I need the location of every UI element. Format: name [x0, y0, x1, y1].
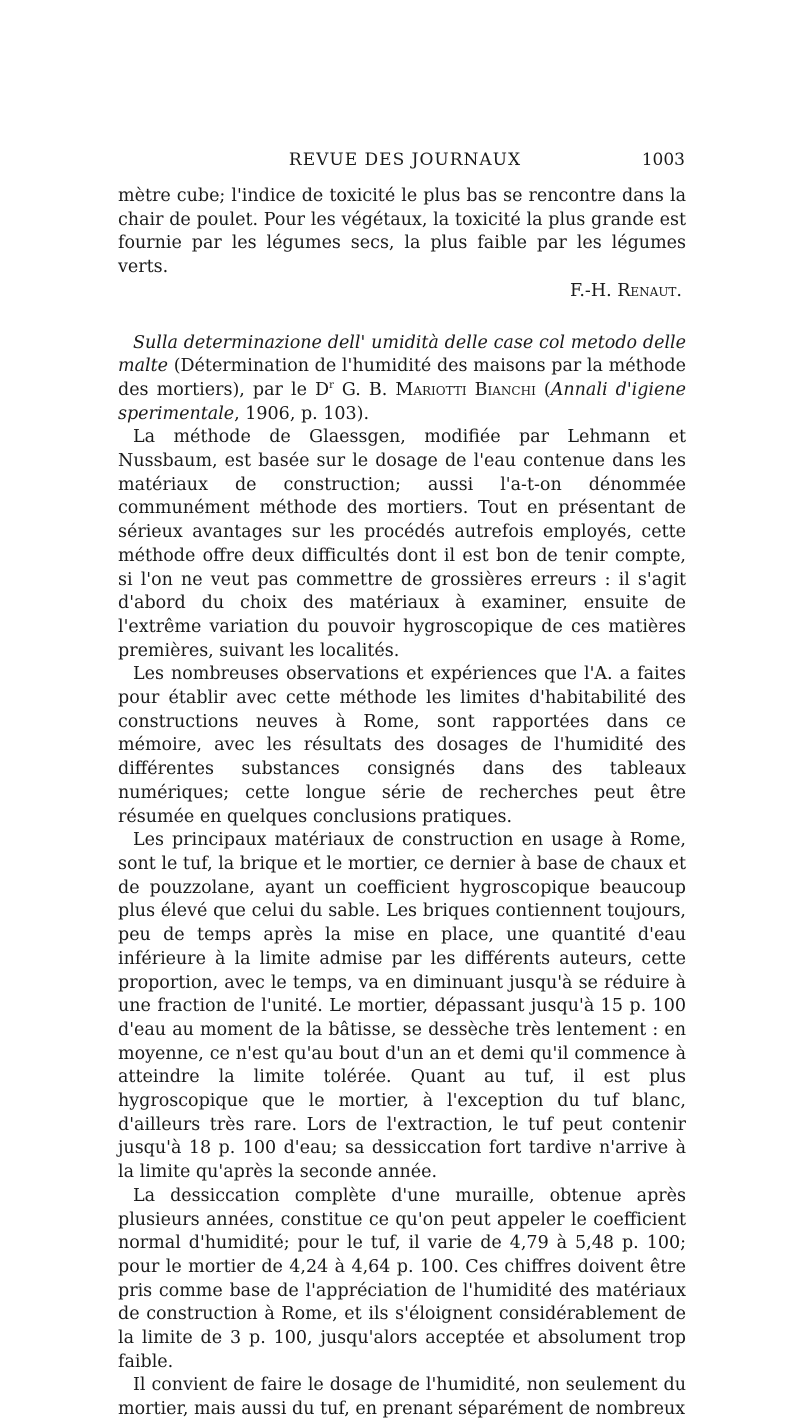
previous-review-signature [118, 280, 686, 304]
paragraph: Il convient de faire le dosage de l'humidité, non seulement du mortier, mais aussi du tuf, en prenant séparément de nombreux [118, 1375, 686, 1420]
review-source-details: , 1906, p. 103). [234, 403, 370, 424]
paragraph: Les principaux matériaux de construction en usage à Rome, sont le tuf, la brique et le mortier, ce dernier à base de chaux et de pouzzolane, ayant un coefficient hygroscopique beaucoup plus élevé que celui du sable. Les briques contiennent toujours, peu de temps après la mise en place, une quantité d'eau inférieure à la limite admise par les différents auteurs, cette proportion, avec le temps, va en diminuant jusqu'à se réduire à une fraction de l'unité. Le mortier, dépassant jusqu'à 15 p. 100 d'eau au moment de la bâtisse, se dessèche très lentement : en moyenne, ce n'est qu'au bout d'un an et demi qu'il commence à atteindre la limite tolérée. Quant au tuf, il est plus hygroscopique que le mortier, à l'exception du tuf blanc, d'ailleurs très rare. Lors de l'extraction, le tuf peut contenir jusqu'à 18 p. 100 d'eau; sa dessiccation fort tardive n'arrive à la limite qu'après la seconde année. [118, 830, 686, 1183]
review-source-open: ( [535, 379, 551, 400]
paragraph: La méthode de Glaessgen, modifiée par Lehmann et Nussbaum, est basée sur le dosage de l'eau contenue dans les matériaux de construction; aussi l'a-t-on dénommée communément méthode des mortiers. Tout en présentant de sérieux avantages sur les procédés autrefois employés, cette méthode offre deux difficultés dont il est bon de tenir compte, si l'on ne veut pas commettre de grossières erreurs : il s'agit d'abord du choix des matériaux à examiner, ensuite de l'extrême variation du pouvoir hygroscopique de ces matières premières, suivant les localités. [118, 427, 686, 661]
body-text [118, 185, 686, 1422]
signature-name: F.-H. Renaut. [569, 280, 682, 301]
page-header [125, 150, 685, 174]
running-head: REVUE DES JOURNAUX [288, 150, 522, 170]
paragraph: Les nombreuses observations et expériences que l'A. a faites pour établir avec cette méthode les limites d'habitabilité des constructions neuves à Rome, sont rapportées dans ce mémoire, avec les résultats des dosages de l'humidité des différentes substances consignés dans des tableaux numériques; cette longue série de recherches peut être résumée en quelques conclusions pratiques. [118, 664, 686, 827]
review-title-translation: (Détermination de l'humidité des maisons par la méthode des mortiers), par le D [118, 356, 686, 400]
review-source-journal: Annali d'igiene sperimentale [118, 379, 687, 424]
review-dr-superscript: r [329, 380, 334, 392]
review-heading [118, 332, 686, 427]
review-author-name: Mariotti Bianchi [395, 379, 536, 400]
review-title-italic: Sulla determinazione dell' umidità delle case col metodo delle malte [118, 332, 686, 377]
review-author-initials: G. B. [333, 379, 396, 400]
previous-review-text: mètre cube; l'indice de toxicité le plus bas se rencontre dans la chair de poulet. Pour les végétaux, la toxicité la plus grande est fournie par les légumes secs, la plus faible par les légumes verts. [118, 186, 686, 278]
paragraph: La dessiccation complète d'une muraille, obtenue après plusieurs années, constitue ce qu'on peut appeler le coefficient normal d'humidité; pour le tuf, il varie de 4,79 à 5,48 p. 100; pour le mortier de 4,24 à 4,64 p. 100. Ces chiffres doivent être pris comme base de l'appréciation de l'humidité des matériaux de construction à Rome, et ils s'éloignent considérablement de la limite de 3 p. 100, jusqu'alors acceptée et absolument trop faible. [118, 1185, 686, 1372]
page-number: 1003 [641, 150, 685, 170]
